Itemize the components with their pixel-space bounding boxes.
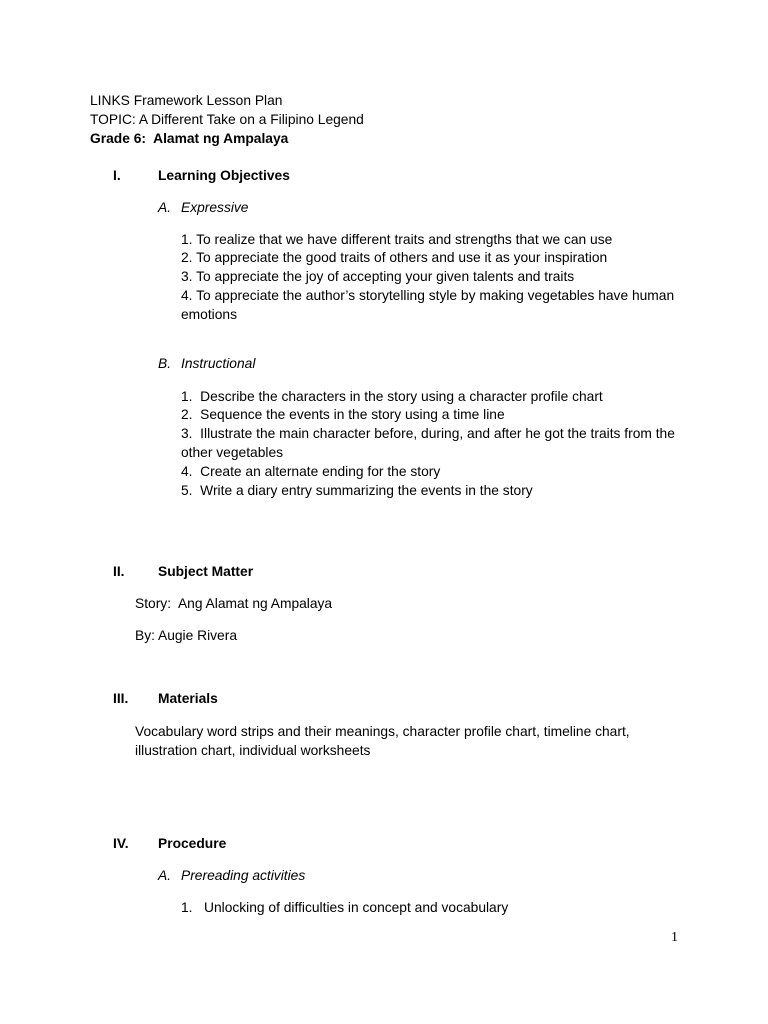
author-line: By: Augie Rivera [135,628,237,643]
subsection-marker: A. [158,868,172,883]
list-item: 1. To realize that we have different traits and strengths that we can use [181,231,613,247]
section-title: Materials [158,691,218,706]
list-item: 3. Illustrate the main character before, during, and after he got the traits from the other vegetables [181,426,675,460]
page-number: 1 [671,930,678,945]
section-numeral: III. [113,691,129,706]
story-line: Story: Ang Alamat ng Ampalaya [135,596,333,611]
subsection-marker: B. [158,356,172,371]
subsection-title-prereading: Prereading activities [181,868,306,883]
subsection-marker: A. [158,200,172,215]
materials-text: Vocabulary word strips and their meanings, character profile chart, timeline chart, illustration chart, individual worksheets [135,723,630,758]
prereading-activities-list [181,898,508,917]
list-item: 4. Create an alternate ending for the story [181,463,441,479]
list-item: 2. To appreciate the good traits of others and use it as your inspiration [181,250,608,266]
list-item: 2. Sequence the events in the story using a time line [181,407,505,423]
list-item: 4. To appreciate the author’s storytelling style by making vegetables have human emotions [181,287,675,322]
list-item: 1. Describe the characters in the story using a character profile chart [181,388,603,404]
subsection-title-expressive: Expressive [181,200,249,215]
section-numeral: I. [113,168,121,183]
section-title: Subject Matter [158,564,254,579]
section-numeral: II. [113,564,125,579]
section-numeral: IV. [113,836,129,851]
list-item: 3. To appreciate the joy of accepting your given talents and traits [181,269,575,285]
grade-heading: Grade 6: Alamat ng Ampalaya [90,131,289,146]
expressive-objectives-list [181,231,674,325]
subsection-title-instructional: Instructional [181,356,256,371]
topic-line: TOPIC: A Different Take on a Filipino Legend [90,112,364,127]
framework-title: LINKS Framework Lesson Plan [90,93,283,108]
list-item: 1. Unlocking of difficulties in concept and vocabulary [181,900,509,915]
list-item: 5. Write a diary entry summarizing the events in the story [181,482,533,498]
section-title: Learning Objectives [158,168,290,183]
instructional-objectives-list [181,388,675,501]
section-title: Procedure [158,836,227,851]
